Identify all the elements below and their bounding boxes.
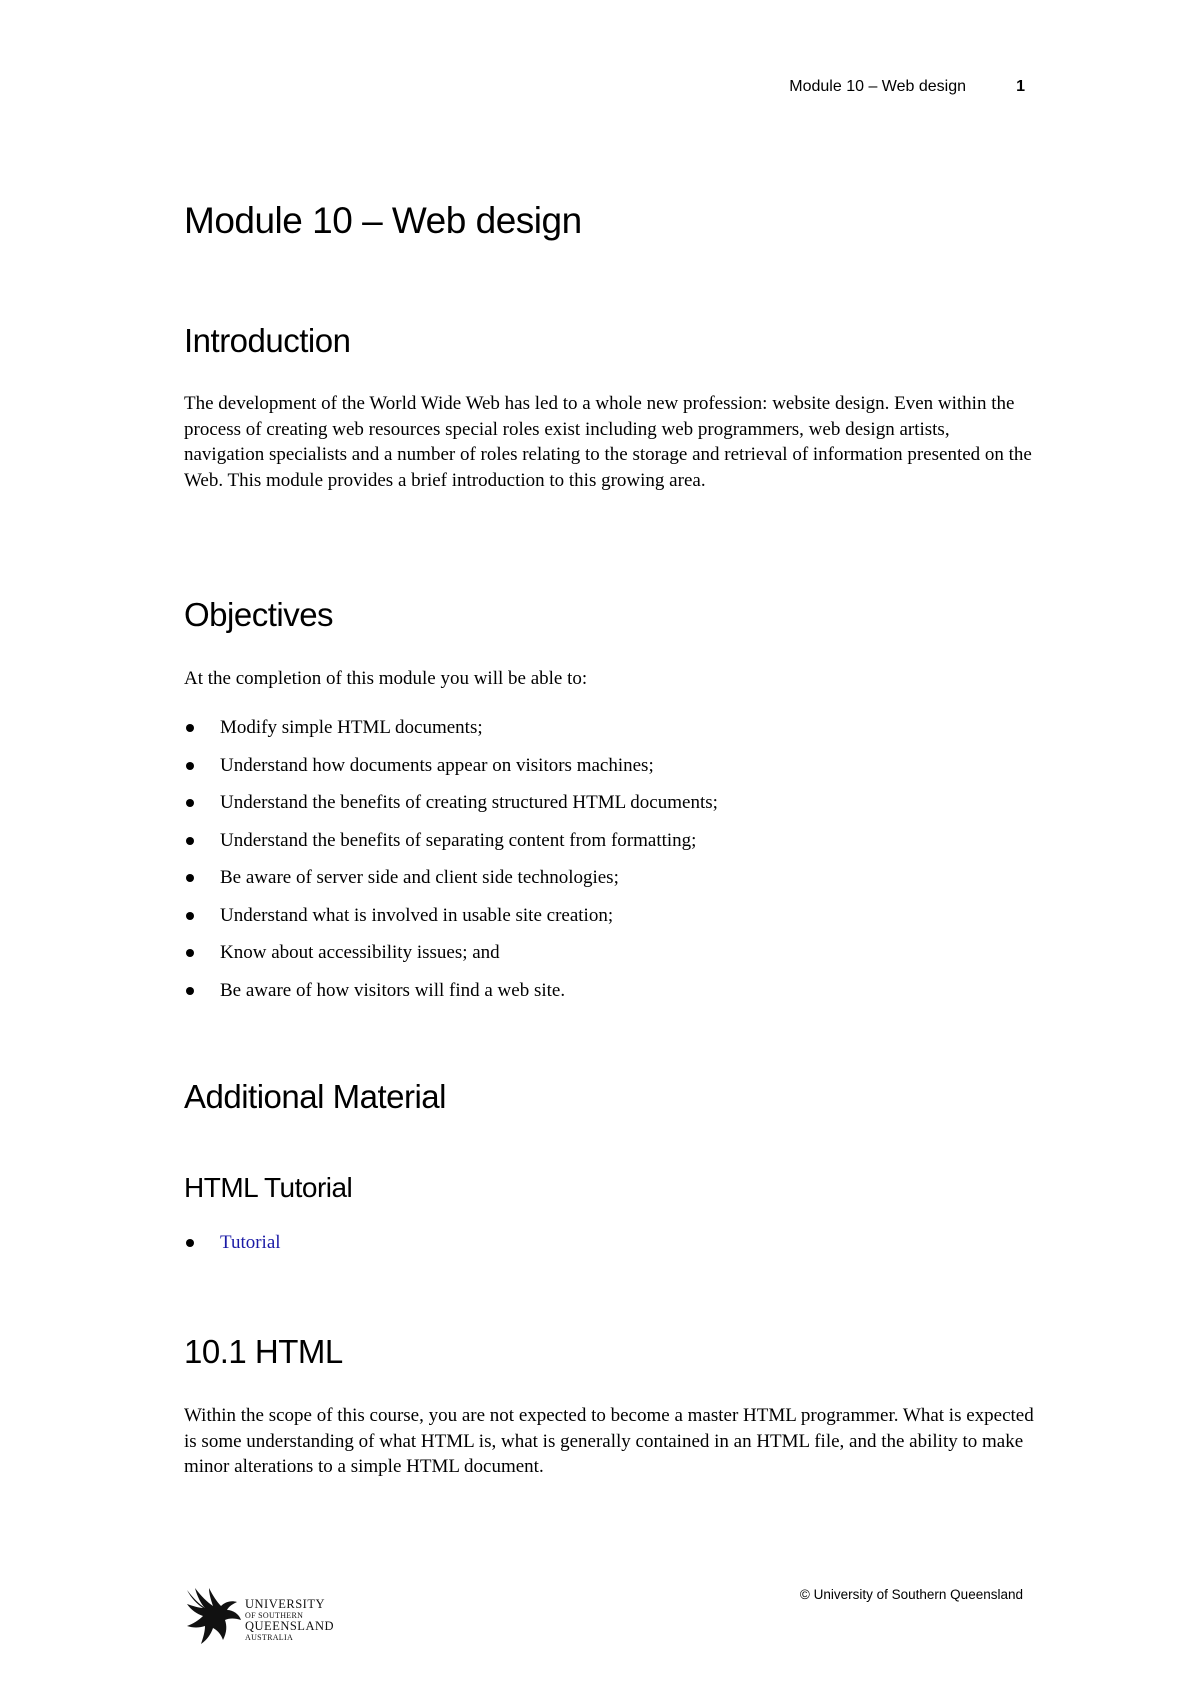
list-item: Modify simple HTML documents;	[184, 715, 1034, 753]
objectives-heading: Objectives	[184, 596, 334, 633]
objectives-lead: At the completion of this module you will be able to:	[184, 668, 588, 689]
copyright-notice: © University of Southern Queensland	[799, 1587, 1023, 1602]
logo-wordmark: UNIVERSITY OF SOUTHERN QUEENSLAND AUSTRALIA	[245, 1597, 335, 1642]
tutorial-link[interactable]: Tutorial	[220, 1232, 281, 1253]
university-logo	[183, 1584, 343, 1650]
list-item: Be aware of how visitors will find a web site.	[184, 978, 1034, 1016]
bird-emblem-icon	[183, 1584, 245, 1650]
introduction-paragraph: The development of the World Wide Web has led to a whole new profession: website design. Even within the process of creating web resources special roles exist including web programmers, web design artists, navigation specialists and a number of roles relating to the storage and retrieval of information presented on the Web. This module provides a brief introduction to this growing area.	[184, 393, 1032, 491]
introduction-heading: Introduction	[184, 322, 351, 359]
list-item: Understand the benefits of creating structured HTML documents;	[184, 790, 1034, 828]
html-section-heading: 10.1 HTML	[184, 1333, 343, 1370]
additional-material-heading: Additional Material	[184, 1078, 446, 1115]
document-title: Module 10 – Web design	[184, 200, 582, 241]
bullet-icon	[186, 762, 194, 770]
list-item	[184, 1230, 1034, 1268]
list-item: Understand what is involved in usable site creation;	[184, 903, 1034, 941]
bullet-icon	[186, 837, 194, 845]
bullet-icon	[186, 987, 194, 995]
bullet-icon	[186, 912, 194, 920]
html-tutorial-heading: HTML Tutorial	[184, 1172, 353, 1203]
bullet-icon	[186, 799, 194, 807]
page-number: 1	[1016, 78, 1025, 95]
list-item: Understand how documents appear on visitors machines;	[184, 753, 1034, 791]
list-item: Understand the benefits of separating content from formatting;	[184, 828, 1034, 866]
list-item: Be aware of server side and client side technologies;	[184, 865, 1034, 903]
html-section-paragraph: Within the scope of this course, you are not expected to become a master HTML programmer. What is expected is some understanding of what HTML is, what is generally contained in an HTML file, and the ability to make minor alterations to a simple HTML document.	[184, 1405, 1034, 1477]
bullet-icon	[186, 1239, 194, 1247]
tutorial-list	[184, 1230, 1034, 1268]
running-header-title: Module 10 – Web design	[789, 78, 966, 95]
bullet-icon	[186, 874, 194, 882]
bullet-icon	[186, 724, 194, 732]
objectives-list	[184, 715, 1034, 1015]
list-item: Know about accessibility issues; and	[184, 940, 1034, 978]
bullet-icon	[186, 949, 194, 957]
